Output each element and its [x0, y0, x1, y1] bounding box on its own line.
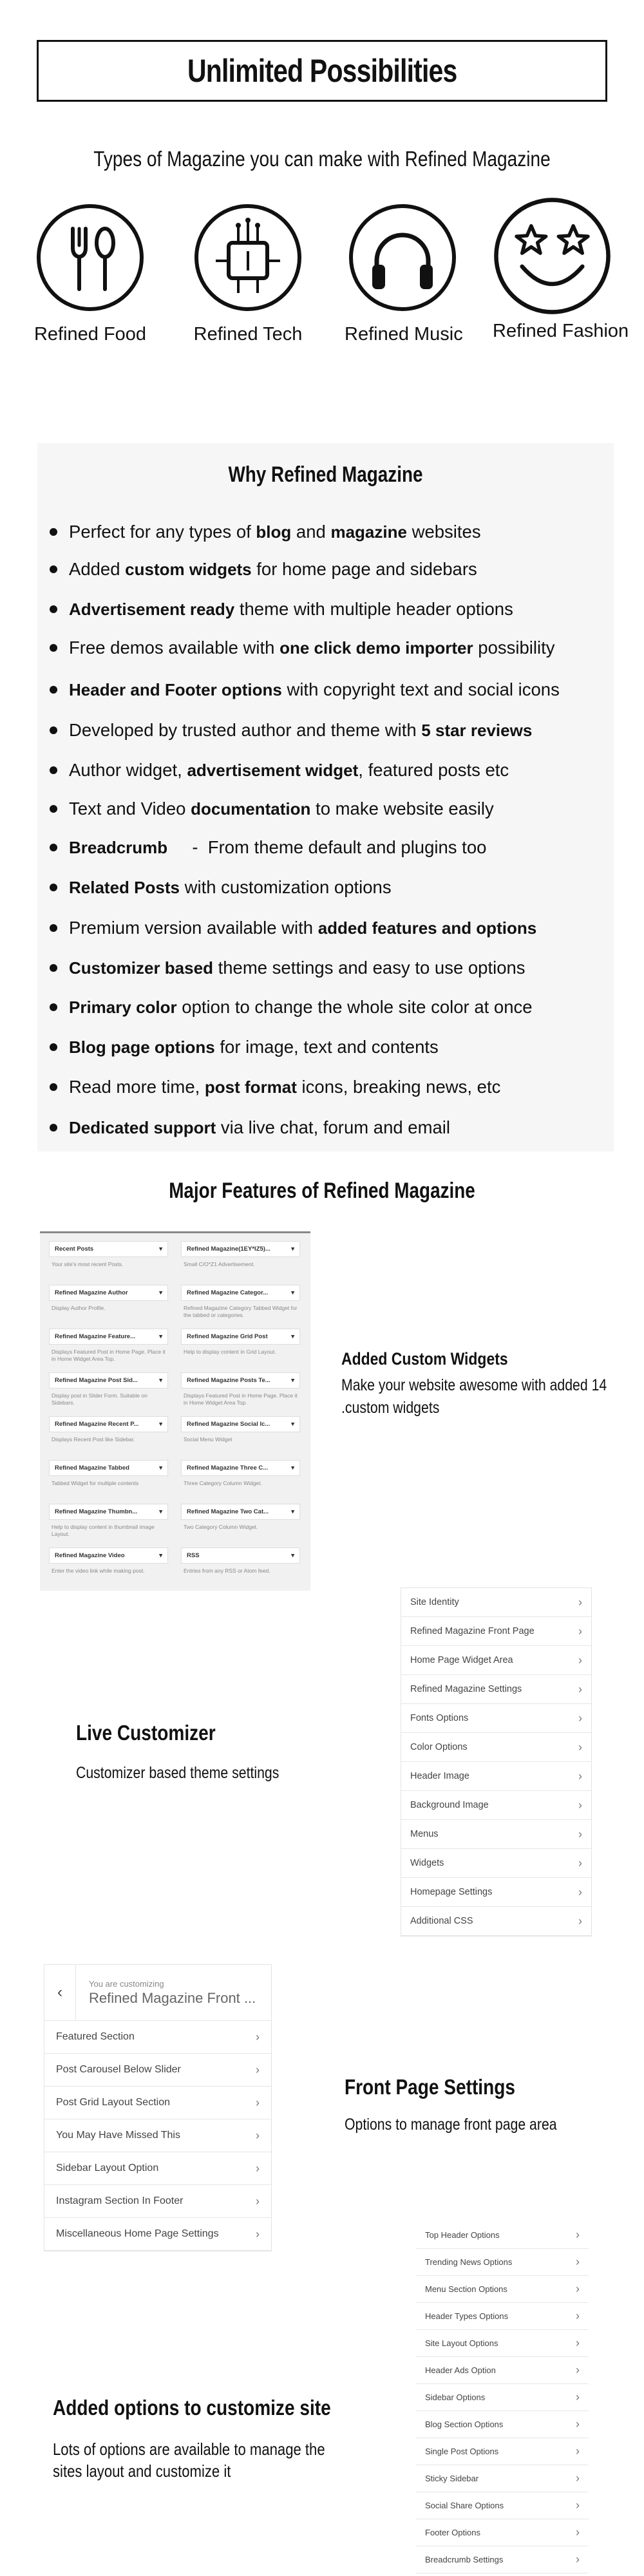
- widget-box[interactable]: [49, 1329, 168, 1345]
- chevron-right-icon: ›: [256, 2194, 260, 2208]
- chevron-right-icon: ›: [576, 2553, 580, 2566]
- customizer-item[interactable]: [401, 1588, 591, 1617]
- chevron-right-icon: ›: [578, 1740, 582, 1754]
- feature-item: [50, 720, 532, 741]
- option-item-label: Sticky Sidebar: [425, 2474, 479, 2483]
- chevron-right-icon: ›: [578, 1682, 582, 1696]
- feature-plain-text: Free demos available with: [69, 638, 280, 658]
- bullet-icon: [50, 528, 57, 536]
- feature-item: [50, 559, 477, 580]
- widget-box[interactable]: [49, 1504, 168, 1520]
- widgets-title: Added Custom Widgets: [341, 1349, 508, 1368]
- feature-plain-text: Author widget,: [69, 760, 187, 780]
- feature-text: [69, 679, 560, 700]
- feature-plain-text: option to change the whole site color at once: [176, 997, 533, 1017]
- widget-item[interactable]: [181, 1416, 300, 1443]
- bullet-icon: [50, 1124, 57, 1132]
- feature-text: [69, 837, 486, 858]
- type-tech: [190, 203, 306, 345]
- type-fashion-label: Refined Fashion: [493, 321, 629, 341]
- widget-description: Refined Magazine Category Tabbed Widget for the tabbed or categories.: [184, 1305, 298, 1318]
- chevron-right-icon: ›: [256, 2227, 260, 2240]
- feature-bold-text: 5 star reviews: [421, 721, 533, 740]
- dropdown-arrow-icon[interactable]: ▾: [159, 1289, 162, 1296]
- chevron-right-icon: ›: [578, 1653, 582, 1667]
- chevron-right-icon: ›: [578, 1885, 582, 1899]
- feature-bold-text: documentation: [191, 799, 311, 819]
- feature-text: [69, 799, 494, 819]
- option-item-label: Breadcrumb Settings: [425, 2555, 504, 2564]
- feature-text: [69, 918, 536, 938]
- customizing-label: You are customizing: [89, 1978, 164, 1989]
- front-page-item[interactable]: [44, 2119, 271, 2152]
- chevron-right-icon: ›: [576, 2526, 580, 2539]
- options-text-1: Lots of options are available to manage the: [53, 2439, 325, 2459]
- chevron-right-icon: ›: [576, 2363, 580, 2376]
- dropdown-arrow-icon[interactable]: ▾: [159, 1508, 162, 1515]
- widget-name: Refined Magazine Thumbn...: [55, 1508, 138, 1515]
- feature-bold-text: Advertisement ready: [69, 600, 235, 619]
- feature-bold-text: advertisement widget: [187, 761, 359, 780]
- feature-plain-text: for image, text and contents: [214, 1037, 439, 1057]
- widget-box[interactable]: [181, 1241, 300, 1257]
- type-music-label: Refined Music: [345, 324, 463, 345]
- widget-item[interactable]: [49, 1329, 168, 1363]
- option-item[interactable]: [416, 2222, 589, 2249]
- option-item[interactable]: [416, 2465, 589, 2492]
- chevron-right-icon: ›: [576, 2228, 580, 2241]
- type-music: [345, 203, 463, 345]
- feature-plain-text: with customization options: [179, 877, 392, 897]
- option-item-label: Single Post Options: [425, 2447, 499, 2456]
- chevron-right-icon: ›: [578, 1769, 582, 1783]
- option-item-label: Footer Options: [425, 2528, 480, 2537]
- front-page-panel-header: [44, 1965, 271, 2021]
- widgets-text-2: .custom widgets: [341, 1399, 440, 1417]
- widget-box[interactable]: [49, 1372, 168, 1388]
- dropdown-arrow-icon[interactable]: ▾: [291, 1289, 294, 1296]
- bullet-icon: [50, 964, 57, 972]
- chevron-right-icon: ›: [256, 2030, 260, 2043]
- widget-name: Refined Magazine Author: [55, 1289, 128, 1296]
- chevron-right-icon: ›: [576, 2418, 580, 2430]
- front-page-item-label: Post Carousel Below Slider: [56, 2064, 181, 2075]
- customizer-item-label: Header Image: [410, 1771, 469, 1781]
- bullet-icon: [50, 565, 57, 573]
- customizer-item[interactable]: [401, 1733, 591, 1762]
- feature-bold-text: Customizer based: [69, 958, 213, 978]
- feature-item: [50, 837, 486, 858]
- widget-description: Display post in Slider Form. Suitable on Sidebars.: [52, 1392, 147, 1406]
- widget-item[interactable]: [181, 1372, 300, 1406]
- widget-item[interactable]: [181, 1329, 300, 1356]
- chevron-right-icon: ›: [578, 1798, 582, 1812]
- chip-icon: [193, 203, 303, 312]
- feature-plain-text: with copyright text and social icons: [281, 679, 560, 699]
- widget-description: Small C/O*Z1 Advertisement.: [184, 1261, 255, 1267]
- feature-bold-text: blog: [256, 522, 292, 542]
- bullet-icon: [50, 1003, 57, 1011]
- feature-item: [50, 958, 526, 978]
- widget-name: Refined Magazine Two Cat...: [187, 1508, 269, 1515]
- feature-bold-text: Dedicated support: [69, 1118, 216, 1137]
- customizer-item-label: Refined Magazine Front Page: [410, 1626, 535, 1636]
- fork-spoon-icon: [35, 203, 145, 312]
- type-food-label: Refined Food: [33, 324, 147, 345]
- front-page-item-label: Instagram Section In Footer: [56, 2195, 184, 2206]
- front-page-title: Front Page Settings: [345, 2075, 515, 2099]
- option-item[interactable]: [416, 2492, 589, 2519]
- widget-description: Social Menu Widget: [184, 1436, 232, 1443]
- customizer-title: Live Customizer: [76, 1721, 216, 1745]
- feature-item: [50, 522, 481, 542]
- feature-plain-text: Developed by trusted author and theme with: [69, 720, 422, 740]
- chevron-right-icon: ›: [578, 1856, 582, 1870]
- feature-bold-text: one click demo importer: [279, 638, 473, 658]
- widget-name: Refined Magazine Post Sid...: [55, 1377, 138, 1384]
- feature-text: [69, 720, 532, 741]
- option-item[interactable]: [416, 2438, 589, 2465]
- widgets-screenshot: [40, 1231, 310, 1591]
- chevron-right-icon: ›: [576, 2391, 580, 2403]
- front-page-item-label: Post Grid Layout Section: [56, 2097, 170, 2108]
- feature-plain-text: Text and Video: [69, 799, 191, 819]
- feature-item: [50, 1117, 450, 1138]
- customizer-item[interactable]: [401, 1907, 591, 1936]
- widget-description: Display Author Profile.: [52, 1305, 106, 1311]
- option-item-label: Sidebar Options: [425, 2392, 486, 2402]
- chevron-right-icon: ›: [256, 2096, 260, 2109]
- widget-box[interactable]: [181, 1548, 300, 1564]
- widget-name: Refined Magazine Categor...: [187, 1289, 269, 1296]
- widget-description: Help to display content in Grid Layout.: [184, 1349, 276, 1355]
- chevron-right-icon: ›: [578, 1624, 582, 1638]
- bullet-icon: [50, 766, 57, 774]
- feature-item: [50, 599, 513, 620]
- customizer-item[interactable]: [401, 1791, 591, 1820]
- feature-text: [69, 877, 392, 898]
- feature-text: [69, 638, 555, 658]
- widget-name: Recent Posts: [55, 1245, 94, 1253]
- front-page-item[interactable]: [44, 2152, 271, 2185]
- feature-plain-text: Perfect for any types of: [69, 522, 256, 542]
- chevron-right-icon: ›: [578, 1827, 582, 1841]
- feature-bold-text: Related Posts: [69, 878, 180, 897]
- customizer-item-label: Homepage Settings: [410, 1887, 493, 1897]
- widget-name: RSS: [187, 1552, 200, 1559]
- feature-plain-text: Added: [69, 559, 126, 579]
- front-page-item[interactable]: [44, 2218, 271, 2251]
- bullet-icon: [50, 605, 57, 613]
- widget-item[interactable]: [181, 1241, 300, 1268]
- widget-description: Help to display content in thumbnail image Layout.: [52, 1524, 155, 1537]
- widget-box[interactable]: [49, 1241, 168, 1257]
- widget-box[interactable]: [181, 1416, 300, 1432]
- widget-description: Tabbed Widget for multiple contents: [52, 1480, 139, 1486]
- widget-box[interactable]: [181, 1372, 300, 1388]
- option-item[interactable]: [416, 2330, 589, 2357]
- type-fashion: [493, 196, 629, 342]
- feature-plain-text: theme with multiple header options: [234, 599, 513, 619]
- customizer-item[interactable]: [401, 1675, 591, 1704]
- widget-item[interactable]: [49, 1460, 168, 1487]
- widget-description: Two Category Column Widget.: [184, 1524, 258, 1530]
- front-page-item[interactable]: [44, 2087, 271, 2119]
- major-features-heading: Major Features of Refined Magazine: [169, 1179, 475, 1203]
- dropdown-arrow-icon[interactable]: ▾: [291, 1245, 294, 1253]
- feature-bold-text: post format: [204, 1077, 297, 1097]
- feature-plain-text: Read more time,: [69, 1077, 205, 1097]
- dropdown-arrow-icon[interactable]: ▾: [291, 1421, 294, 1428]
- back-arrow-icon[interactable]: ‹: [44, 1965, 76, 2020]
- options-text-2: sites layout and customize it: [53, 2461, 231, 2481]
- feature-item: [50, 918, 536, 938]
- feature-item: [50, 799, 494, 819]
- headphones-icon: [348, 203, 457, 312]
- bullet-icon: [50, 924, 57, 932]
- customizer-item-label: Site Identity: [410, 1597, 459, 1607]
- dropdown-arrow-icon[interactable]: ▾: [159, 1245, 162, 1253]
- option-item-label: Header Ads Option: [425, 2365, 496, 2375]
- bullet-icon: [50, 726, 57, 734]
- feature-plain-text: , featured posts etc: [358, 760, 509, 780]
- option-item-label: Menu Section Options: [425, 2284, 507, 2294]
- customizer-item[interactable]: [401, 1617, 591, 1646]
- option-item-label: Header Types Options: [425, 2311, 509, 2321]
- option-item[interactable]: [416, 2546, 589, 2573]
- widget-item[interactable]: [181, 1285, 300, 1319]
- widget-description: Displays Featured Post in Home Page. Place it in Home Widget Area Top.: [52, 1349, 166, 1362]
- chevron-right-icon: ›: [576, 2309, 580, 2322]
- dropdown-arrow-icon[interactable]: ▾: [291, 1508, 294, 1515]
- feature-item: [50, 1037, 439, 1057]
- dropdown-arrow-icon[interactable]: ▾: [159, 1464, 162, 1472]
- widget-description: Your site's most recent Posts.: [52, 1261, 124, 1267]
- feature-bold-text: Header and Footer options: [69, 680, 282, 699]
- customizer-item-label: Menus: [410, 1829, 439, 1839]
- chevron-right-icon: ›: [578, 1711, 582, 1725]
- chevron-right-icon: ›: [256, 2128, 260, 2142]
- type-tech-label: Refined Tech: [193, 324, 303, 345]
- widget-item[interactable]: [181, 1504, 300, 1531]
- customizer-item-label: Fonts Options: [410, 1713, 469, 1723]
- customizer-item-label: Color Options: [410, 1742, 468, 1752]
- widget-name: Refined Magazine Posts Te...: [187, 1377, 270, 1384]
- widget-name: Refined Magazine Social Ic...: [187, 1421, 270, 1428]
- option-item-label: Trending News Options: [425, 2257, 513, 2267]
- feature-item: [50, 997, 533, 1018]
- customizer-item-label: Refined Magazine Settings: [410, 1684, 522, 1694]
- feature-item: [50, 638, 555, 658]
- bullet-icon: [50, 844, 57, 851]
- widget-item[interactable]: [181, 1460, 300, 1487]
- feature-plain-text: theme settings and easy to use options: [213, 958, 526, 978]
- front-page-item-label: You May Have Missed This: [56, 2130, 180, 2141]
- widget-item[interactable]: [181, 1548, 300, 1575]
- feature-bold-text: magazine: [330, 522, 407, 542]
- chevron-right-icon: ›: [576, 2282, 580, 2295]
- widget-item[interactable]: [49, 1416, 168, 1443]
- customizer-item[interactable]: [401, 1704, 591, 1733]
- chevron-right-icon: ›: [576, 2255, 580, 2268]
- widget-name: Refined Magazine Recent P...: [55, 1421, 139, 1428]
- chevron-right-icon: ›: [578, 1595, 582, 1609]
- customizer-item-label: Background Image: [410, 1800, 489, 1810]
- option-item[interactable]: [416, 2411, 589, 2438]
- dropdown-arrow-icon[interactable]: ▾: [159, 1377, 162, 1384]
- customizer-item[interactable]: [401, 1820, 591, 1849]
- option-item-label: Site Layout Options: [425, 2338, 498, 2348]
- feature-bold-text: Breadcrumb: [69, 838, 168, 857]
- customizer-item[interactable]: [401, 1646, 591, 1675]
- widget-description: Displays Featured Post in Home Page. Place it in Home Widget Area Top.: [184, 1392, 298, 1406]
- option-item-label: Social Share Options: [425, 2501, 504, 2510]
- widget-item[interactable]: [49, 1372, 168, 1406]
- feature-plain-text: websites: [406, 522, 481, 542]
- type-food: [32, 203, 148, 345]
- bullet-icon: [50, 1083, 57, 1091]
- front-page-item-label: Miscellaneous Home Page Settings: [56, 2228, 219, 2239]
- feature-bold-text: Primary color: [69, 998, 177, 1017]
- feature-plain-text: Premium version available with: [69, 918, 318, 938]
- option-item[interactable]: [416, 2384, 589, 2411]
- customizer-item-label: Widgets: [410, 1858, 444, 1868]
- dropdown-arrow-icon[interactable]: ▾: [159, 1333, 162, 1340]
- dropdown-arrow-icon[interactable]: ▾: [291, 1464, 294, 1472]
- options-panel: [416, 2222, 589, 2573]
- widget-box[interactable]: [49, 1285, 168, 1301]
- widget-description: Three Category Column Widget.: [184, 1480, 262, 1486]
- feature-plain-text: via live chat, forum and email: [216, 1117, 451, 1137]
- customizer-item[interactable]: [401, 1762, 591, 1791]
- feature-text: [69, 958, 526, 978]
- widgets-text-1: Make your website awesome with added 14: [341, 1376, 607, 1394]
- chevron-right-icon: ›: [256, 2161, 260, 2175]
- widget-description: Entries from any RSS or Atom feed.: [184, 1567, 270, 1574]
- feature-bold-text: added features and options: [317, 918, 537, 938]
- feature-text: [69, 1037, 439, 1057]
- feature-item: [50, 877, 392, 898]
- feature-bold-text: custom widgets: [125, 560, 252, 579]
- feature-item: [50, 1077, 500, 1097]
- feature-bold-text: Blog page options: [69, 1037, 215, 1057]
- bullet-icon: [50, 1043, 57, 1051]
- option-item-label: Blog Section Options: [425, 2420, 504, 2429]
- widget-item[interactable]: [49, 1285, 168, 1312]
- feature-plain-text: for home page and sidebars: [251, 559, 477, 579]
- chevron-right-icon: ›: [576, 2472, 580, 2485]
- feature-item: [50, 760, 509, 781]
- feature-plain-text: to make website easily: [310, 799, 494, 819]
- dropdown-arrow-icon[interactable]: ▾: [159, 1552, 162, 1559]
- widget-box[interactable]: [49, 1548, 168, 1564]
- bullet-icon: [50, 805, 57, 813]
- front-page-item-label: Featured Section: [56, 2031, 135, 2042]
- feature-plain-text: - From theme default and plugins too: [167, 837, 487, 857]
- why-heading: Why Refined Magazine: [228, 462, 423, 487]
- feature-plain-text: icons, breaking news, etc: [296, 1077, 501, 1097]
- widget-item[interactable]: [49, 1241, 168, 1268]
- widget-name: Refined Magazine Grid Post: [187, 1333, 268, 1340]
- widget-box[interactable]: [181, 1460, 300, 1476]
- star-eyes-smiley-icon: [493, 196, 612, 316]
- bullet-icon: [50, 644, 57, 652]
- bullet-icon: [50, 686, 57, 694]
- widget-box[interactable]: [181, 1329, 300, 1345]
- widget-item[interactable]: [49, 1504, 168, 1538]
- feature-text: [69, 1077, 500, 1097]
- option-item[interactable]: [416, 2519, 589, 2546]
- customizer-text: Customizer based theme settings: [76, 1764, 279, 1782]
- feature-text: [69, 522, 481, 542]
- feature-text: [69, 599, 513, 620]
- front-page-panel: [44, 1964, 272, 2251]
- chevron-right-icon: ›: [576, 2499, 580, 2512]
- widget-name: Refined Magazine Video: [55, 1552, 125, 1559]
- customizer-panel: [401, 1587, 592, 1937]
- feature-plain-text: and: [291, 522, 331, 542]
- widget-name: Refined Magazine(1EY*IZ5)...: [187, 1245, 270, 1253]
- widget-name: Refined Magazine Tabbed: [55, 1464, 129, 1472]
- chevron-right-icon: ›: [576, 2445, 580, 2458]
- chevron-right-icon: ›: [578, 1914, 582, 1927]
- option-item[interactable]: [416, 2276, 589, 2303]
- panel-title: Refined Magazine Front ...: [89, 1989, 256, 2006]
- dropdown-arrow-icon[interactable]: ▾: [291, 1377, 294, 1384]
- chevron-right-icon: ›: [256, 2063, 260, 2076]
- widget-name: Refined Magazine Feature...: [55, 1333, 136, 1340]
- chevron-right-icon: ›: [576, 2336, 580, 2349]
- types-heading: Types of Magazine you can make with Refined Magazine: [93, 147, 551, 171]
- dropdown-arrow-icon[interactable]: ▾: [291, 1333, 294, 1340]
- dropdown-arrow-icon[interactable]: ▾: [291, 1552, 294, 1559]
- widget-box[interactable]: [49, 1416, 168, 1432]
- option-item[interactable]: [416, 2303, 589, 2330]
- options-title: Added options to customize site: [53, 2396, 331, 2420]
- front-page-item-label: Sidebar Layout Option: [56, 2163, 159, 2174]
- widget-box[interactable]: [181, 1504, 300, 1520]
- hero-title-box: [37, 40, 607, 102]
- front-page-item[interactable]: [44, 2021, 271, 2054]
- widget-item[interactable]: [49, 1548, 168, 1575]
- widget-name: Refined Magazine Three C...: [187, 1464, 269, 1472]
- front-page-item[interactable]: [44, 2185, 271, 2218]
- widget-box[interactable]: [49, 1460, 168, 1476]
- customizer-item[interactable]: [401, 1878, 591, 1907]
- dropdown-arrow-icon[interactable]: ▾: [159, 1421, 162, 1428]
- customizer-item-label: Additional CSS: [410, 1916, 473, 1926]
- feature-text: [69, 997, 533, 1018]
- front-page-item[interactable]: [44, 2054, 271, 2087]
- option-item-label: Top Header Options: [425, 2230, 500, 2240]
- front-page-text: Options to manage front page area: [345, 2116, 557, 2134]
- widget-description: Displays Recent Post like Sidebar.: [52, 1436, 135, 1443]
- customizer-item[interactable]: [401, 1849, 591, 1878]
- bullet-icon: [50, 884, 57, 891]
- feature-plain-text: possibility: [473, 638, 555, 658]
- option-item[interactable]: [416, 2249, 589, 2276]
- hero-title: Unlimited Possibilities: [187, 53, 457, 89]
- feature-text: [69, 559, 477, 580]
- option-item[interactable]: [416, 2357, 589, 2384]
- widget-box[interactable]: [181, 1285, 300, 1301]
- feature-text: [69, 760, 509, 781]
- widget-description: Enter the video link while making post.: [52, 1567, 145, 1574]
- feature-item: [50, 679, 560, 700]
- customizer-item-label: Home Page Widget Area: [410, 1655, 513, 1665]
- feature-text: [69, 1117, 450, 1138]
